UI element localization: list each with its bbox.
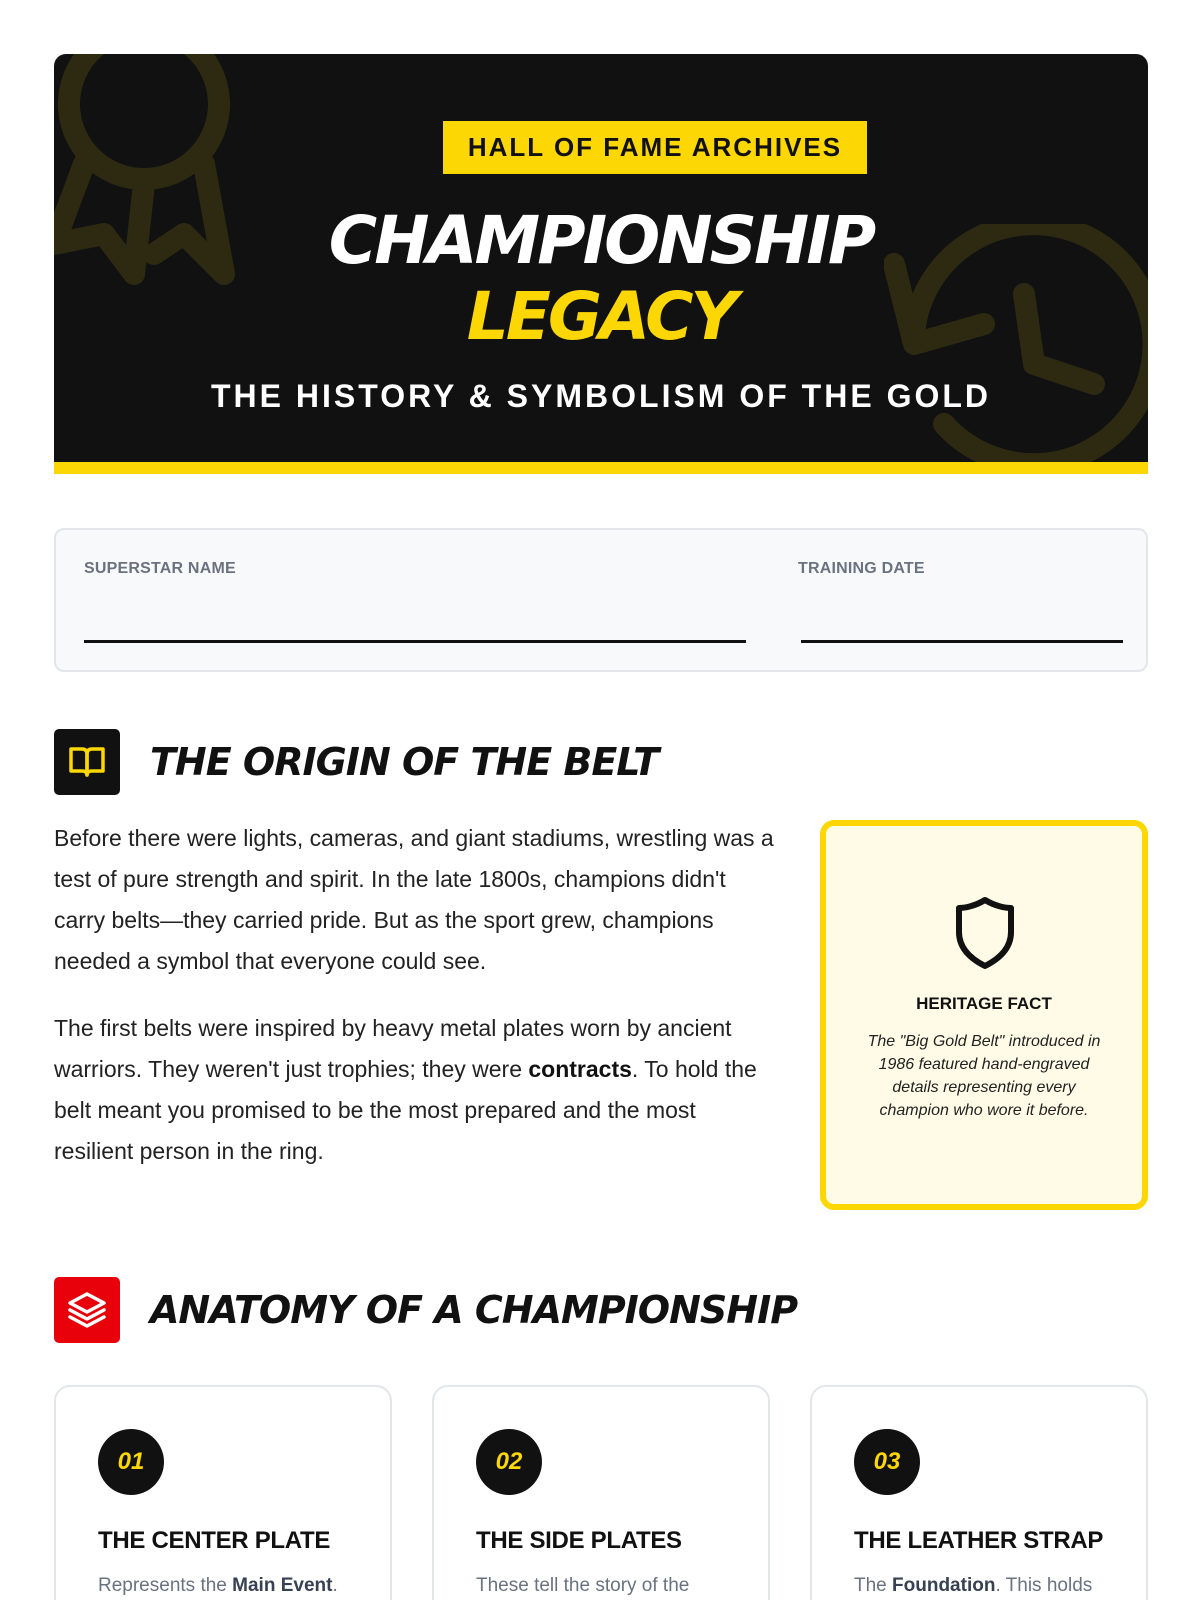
superstar-name-field[interactable] bbox=[84, 560, 744, 578]
origin-paragraph-2-text: The first belts were inspired by heavy metal plates worn by ancient warriors. They weren't just trophies; they were bbox=[54, 1015, 732, 1082]
card-description-text: Represents the bbox=[98, 1575, 233, 1596]
card-number-badge: 01 bbox=[98, 1429, 164, 1495]
card-description bbox=[476, 1575, 736, 1597]
card-description-text: The bbox=[854, 1575, 893, 1596]
training-date-line[interactable] bbox=[801, 640, 1123, 643]
card-title: THE SIDE PLATES bbox=[476, 1527, 682, 1554]
origin-paragraph-2-end: . To hold the belt meant you promised to be the most prepared and the most resilient person in the ring. bbox=[54, 1056, 757, 1164]
card-title: THE LEATHER STRAP bbox=[854, 1527, 1104, 1554]
origin-section-title: THE ORIGIN OF THE BELT bbox=[150, 740, 659, 784]
training-date-field[interactable] bbox=[798, 560, 1120, 578]
superstar-name-line[interactable] bbox=[84, 640, 746, 643]
origin-paragraph-2-bold: contracts bbox=[528, 1056, 632, 1082]
hero-title-line2: LEGACY bbox=[466, 278, 736, 355]
shield-icon bbox=[953, 896, 1017, 970]
heritage-fact-label: HERITAGE FACT bbox=[916, 994, 1052, 1013]
card-number-badge: 03 bbox=[854, 1429, 920, 1495]
origin-paragraph-1: Before there were lights, cameras, and giant stadiums, wrestling was a test of pure strength and spirit. In the late 1800s, champions didn't carry belts—they carried pride. But as the sport grew, champions needed a symbol that everyone could see. bbox=[54, 825, 774, 974]
card-description bbox=[854, 1575, 1114, 1597]
origin-section-header bbox=[54, 729, 658, 795]
card-description-end: . bbox=[332, 1575, 338, 1596]
card-description bbox=[98, 1575, 358, 1597]
heritage-fact-box bbox=[820, 820, 1148, 1210]
anatomy-card-center-plate bbox=[54, 1385, 392, 1600]
hero-banner bbox=[54, 54, 1148, 474]
hero-title-line1: CHAMPIONSHIP bbox=[328, 202, 874, 279]
book-icon bbox=[54, 729, 120, 795]
layers-icon bbox=[54, 1277, 120, 1343]
hero-badge: HALL OF FAME ARCHIVES bbox=[443, 121, 867, 174]
card-number-badge: 02 bbox=[476, 1429, 542, 1495]
anatomy-card-leather-strap bbox=[810, 1385, 1148, 1600]
card-description-bold: Main Event bbox=[232, 1575, 333, 1596]
superstar-name-label: SUPERSTAR NAME bbox=[84, 560, 236, 577]
card-title: THE CENTER PLATE bbox=[98, 1527, 331, 1554]
student-info-card bbox=[54, 528, 1148, 672]
anatomy-section-header bbox=[54, 1277, 797, 1343]
card-description-text: These tell the story of the bbox=[476, 1575, 690, 1596]
heritage-fact-text: The "Big Gold Belt" introduced in 1986 featured hand-engraved details representing every champion who wore it before. bbox=[867, 1033, 1101, 1119]
training-date-label: TRAINING DATE bbox=[798, 560, 925, 577]
anatomy-card-side-plates bbox=[432, 1385, 770, 1600]
card-description-bold: Foundation bbox=[892, 1575, 996, 1596]
anatomy-section-title: ANATOMY OF A CHAMPIONSHIP bbox=[150, 1288, 798, 1332]
card-description-end: . This holds bbox=[995, 1575, 1093, 1596]
hero-subtitle: THE HISTORY & SYMBOLISM OF THE GOLD bbox=[211, 378, 991, 414]
origin-body bbox=[54, 818, 774, 1198]
origin-paragraph-2 bbox=[54, 1008, 774, 1172]
